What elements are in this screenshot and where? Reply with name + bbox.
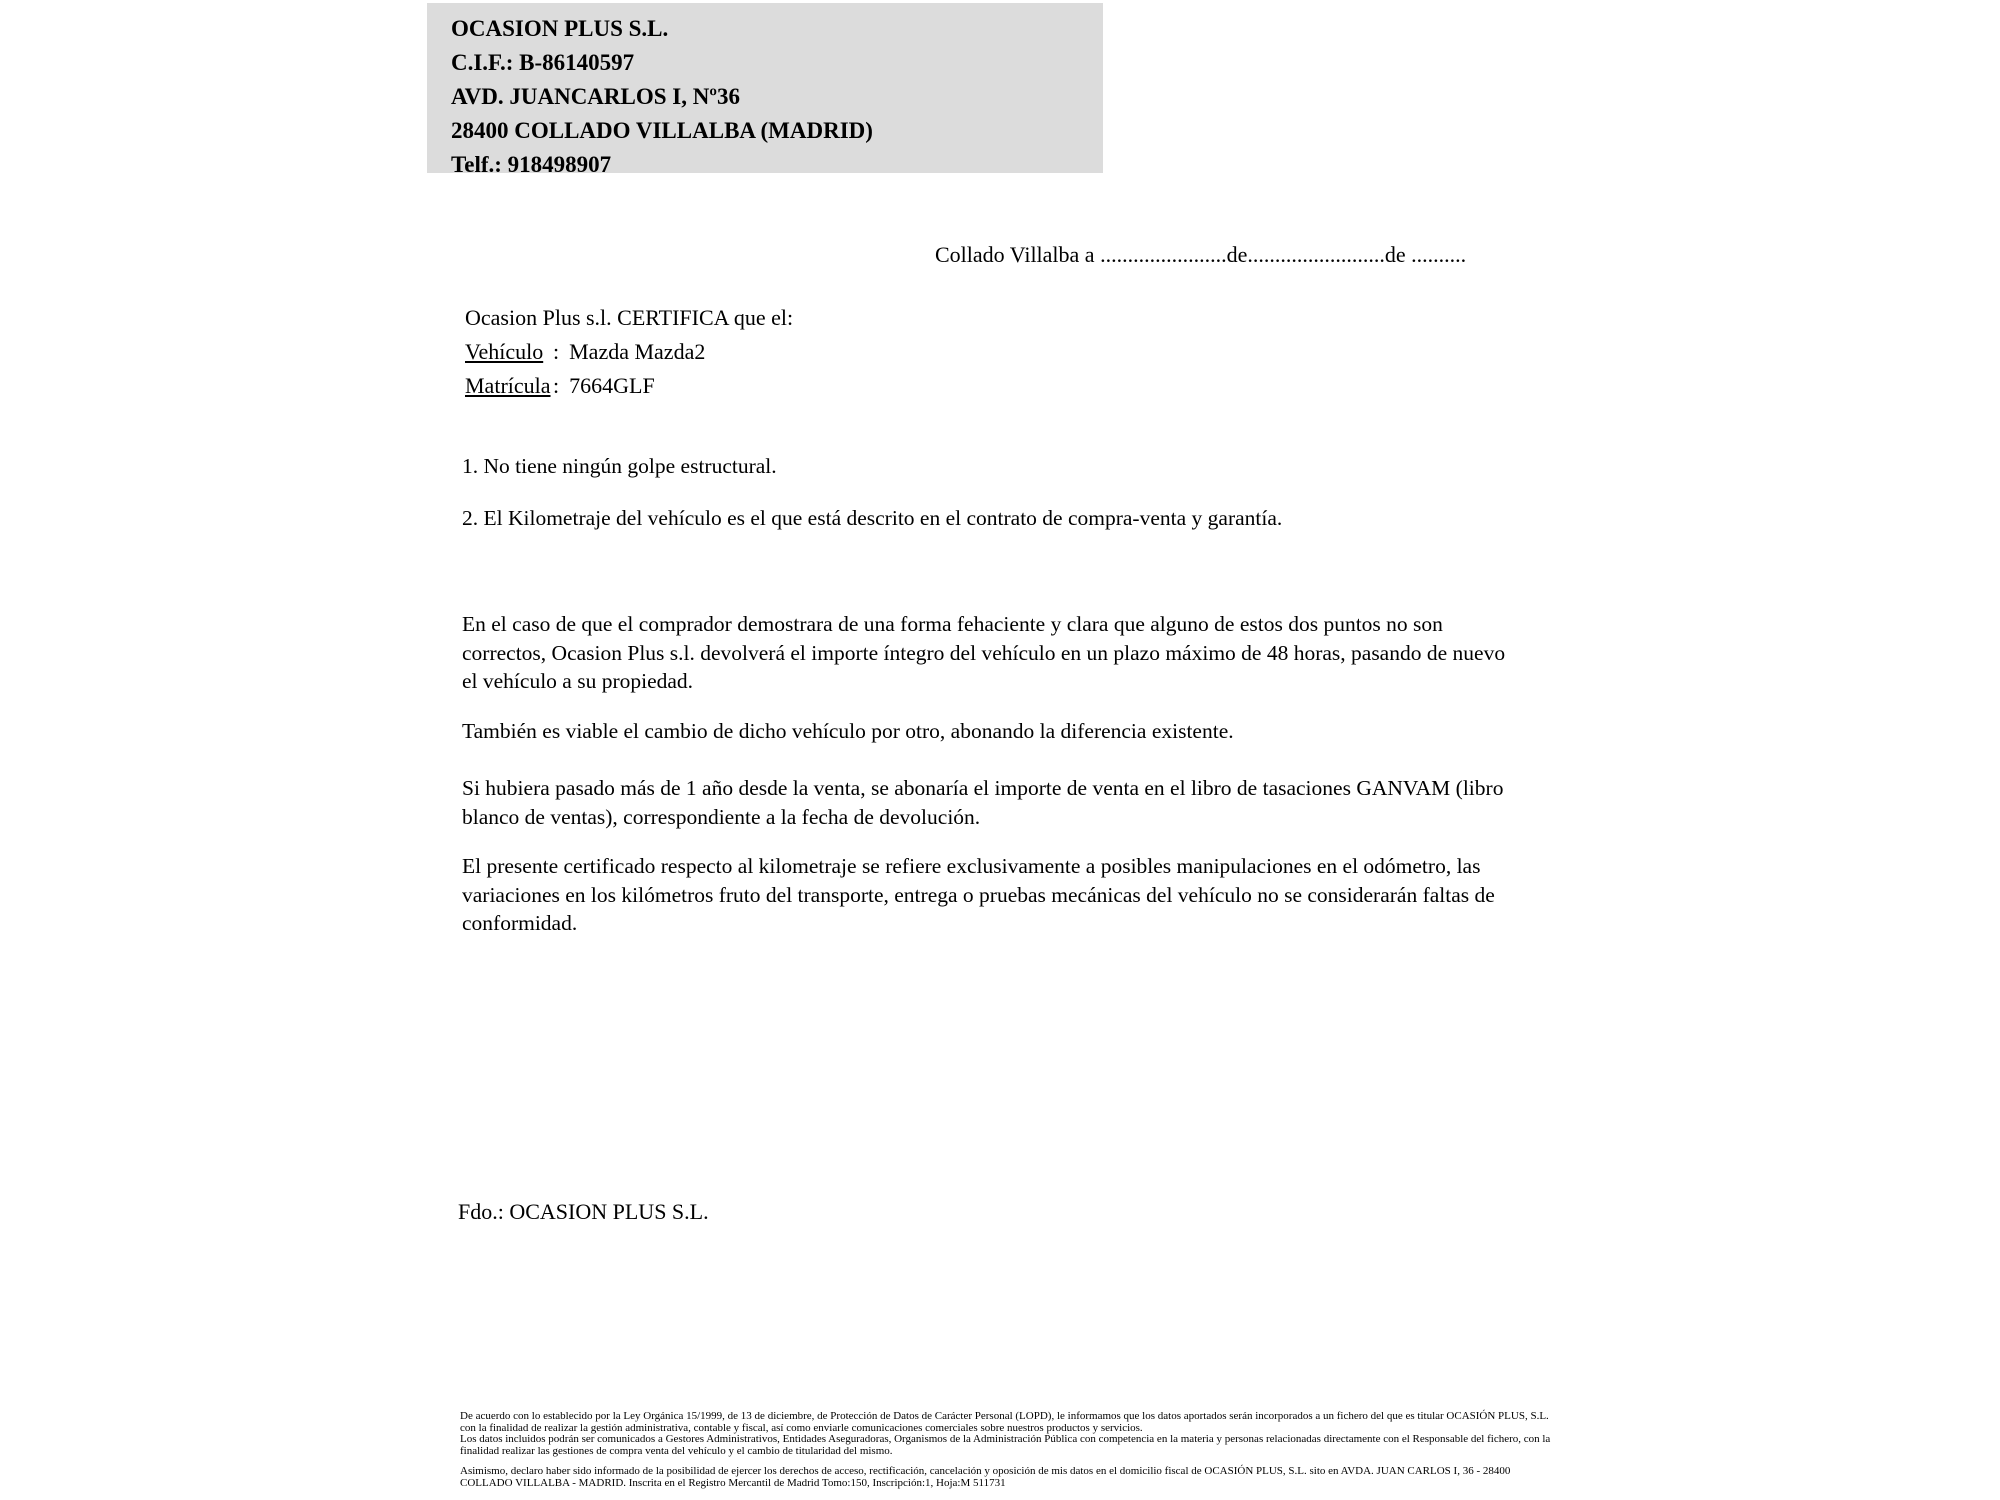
company-city: 28400 COLLADO VILLALBA (MADRID) — [451, 118, 873, 143]
paragraph-exchange-clause: También es viable el cambio de dicho vehículo por otro, abonando la diferencia existente. — [462, 719, 1234, 743]
company-header-block — [427, 3, 1103, 177]
paragraph-ganvam-clause: Si hubiera pasado más de 1 año desde la venta, se abonaría el importe de venta en el libro de tasaciones GANVAM (libro blanco de ventas), correspondiente a la fecha de devolución. — [462, 776, 1504, 829]
plate-field-separator: : — [553, 373, 560, 398]
certify-intro: Ocasion Plus s.l. CERTIFICA que el: — [465, 305, 794, 330]
plate-field-value: 7664GLF — [569, 373, 655, 398]
legal-footer-rights-paragraph: Asimismo, declaro haber sido informado de la posibilidad de ejercer los derechos de acceso, rectificación, cancelación y oposición de mis datos en el domicilio fiscal de OCASIÓN PLUS, S.L. sito en AVDA. JUAN CARLOS I, 36 - 28400 COLLADO VILLALBA - MADRID. Inscrita en el Registro Mercantil de Madrid Tomo:150, Inscripción:1, Hoja:M 511731 — [460, 1465, 1511, 1489]
plate-field-row — [465, 369, 793, 403]
paragraph-odometer-clause: El presente certificado respecto al kilometraje se refiere exclusivamente a posibles manipulaciones en el odómetro, las variaciones en los kilómetros fruto del transporte, entrega o pruebas mecánicas del vehículo no se considerarán faltas de conformidad. — [462, 854, 1495, 935]
vehicle-field-label: Vehículo — [465, 339, 544, 364]
plate-field-label: Matrícula — [465, 373, 551, 398]
legal-footer-data-sharing-paragraph: Los datos incluidos podrán ser comunicados a Gestores Administrativos, Entidades Aseguradoras, Organismos de la Administración Pública con competencia en la materia y personas relacionadas directamente con el Responsable del fichero, con la finalidad realizar las gestiones de compra venta del vehículo y el cambio de titularidad del mismo. — [460, 1433, 1551, 1457]
legal-footer — [460, 1411, 1565, 1489]
vehicle-field-value: Mazda Mazda2 — [569, 339, 706, 364]
statement-mileage: 2. El Kilometraje del vehículo es el que está descrito en el contrato de compra-venta y garantía. — [462, 506, 1283, 530]
place-date-line: Collado Villalba a .......................de.........................de .......... — [935, 242, 1467, 267]
company-cif: C.I.F.: B-86140597 — [451, 50, 635, 75]
signature-line: Fdo.: OCASION PLUS S.L. — [458, 1199, 709, 1224]
paragraph-refund-clause: En el caso de que el comprador demostrara de una forma fehaciente y clara que alguno de estos dos puntos no son correctos, Ocasion Plus s.l. devolverá el importe íntegro del vehículo en un plazo máximo de 48 horas, pasando de nuevo el vehículo a su propiedad. — [462, 612, 1506, 693]
company-phone: Telf.: 918498907 — [451, 152, 612, 177]
vehicle-field-separator: : — [553, 339, 560, 364]
company-name: OCASION PLUS S.L. — [451, 16, 669, 41]
company-address: AVD. JUANCARLOS I, Nº36 — [451, 84, 740, 109]
vehicle-field-row — [465, 335, 793, 369]
statement-no-structural-damage: 1. No tiene ningún golpe estructural. — [462, 454, 777, 478]
certification-block — [465, 301, 793, 403]
legal-footer-lopd-paragraph: De acuerdo con lo establecido por la Ley Orgánica 15/1999, de 13 de diciembre, de Protección de Datos de Carácter Personal (LOPD), le informamos que los datos aportados serán incorporados a un fichero del que es titular OCASIÓN PLUS, S.L. con la finalidad de realizar la gestión administrativa, contable y fiscal, así como enviarle comunicaciones comerciales sobre nuestros productos y servicios. — [460, 1410, 1549, 1434]
